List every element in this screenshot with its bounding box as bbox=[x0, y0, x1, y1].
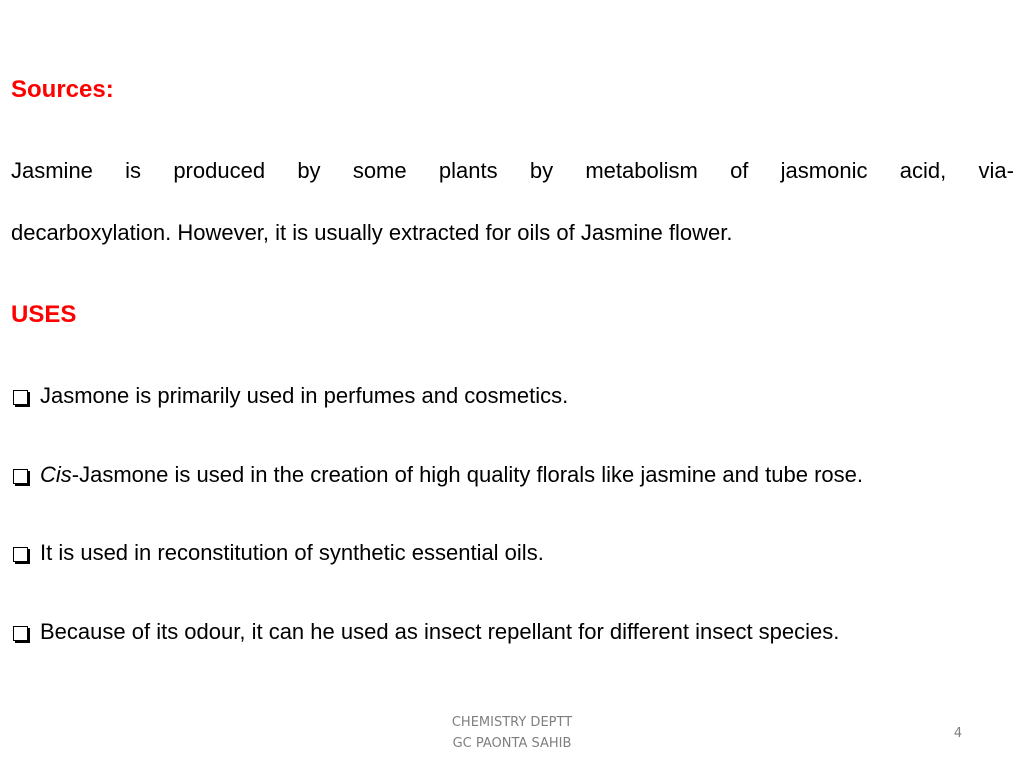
bullet-item bbox=[13, 621, 839, 643]
paragraph-word: by bbox=[529, 158, 554, 183]
paragraph-line-2: decarboxylation. However, it is usually extracted for oils of Jasmine flower. bbox=[11, 220, 733, 245]
bullet-item bbox=[13, 542, 544, 564]
page-number: 4 bbox=[953, 726, 963, 741]
checkbox-bullet-icon bbox=[13, 469, 28, 484]
bullet-italic-prefix: Cis bbox=[40, 462, 72, 487]
uses-heading: USES bbox=[11, 301, 77, 328]
paragraph-word: Jasmine bbox=[11, 158, 93, 183]
checkbox-bullet-icon bbox=[13, 626, 28, 641]
paragraph-word: plants bbox=[438, 158, 498, 183]
sources-heading: Sources: bbox=[11, 76, 114, 103]
paragraph-word: produced bbox=[173, 158, 266, 183]
bullet-text: It is used in reconstitution of synthetic essential oils. bbox=[40, 540, 544, 565]
bullet-item bbox=[13, 464, 863, 486]
bullet-item bbox=[13, 385, 568, 407]
footer bbox=[412, 712, 612, 754]
paragraph-word: jasmonic bbox=[780, 158, 868, 183]
bullet-text-rest: -Jasmone is used in the creation of high quality florals like jasmine and tube rose. bbox=[71, 462, 863, 487]
paragraph-word: of bbox=[730, 158, 749, 183]
paragraph-word: is bbox=[125, 158, 142, 183]
checkbox-bullet-icon bbox=[13, 390, 28, 405]
footer-department: CHEMISTRY DEPTT bbox=[451, 715, 573, 730]
paragraph-word: metabolism bbox=[585, 158, 698, 183]
bullet-text: Because of its odour, it can he used as insect repellant for different insect species. bbox=[40, 619, 840, 644]
bullet-text bbox=[40, 464, 863, 486]
footer-college: GC PAONTA SAHIB bbox=[452, 736, 572, 751]
checkbox-bullet-icon bbox=[13, 547, 28, 562]
paragraph-line-1 bbox=[11, 160, 1014, 182]
bullet-text: Jasmone is primarily used in perfumes and cosmetics. bbox=[40, 383, 569, 408]
paragraph-word: via- bbox=[978, 158, 1014, 183]
paragraph-word: by bbox=[297, 158, 321, 183]
paragraph-word: some bbox=[352, 158, 407, 183]
paragraph-word: acid, bbox=[899, 158, 947, 183]
